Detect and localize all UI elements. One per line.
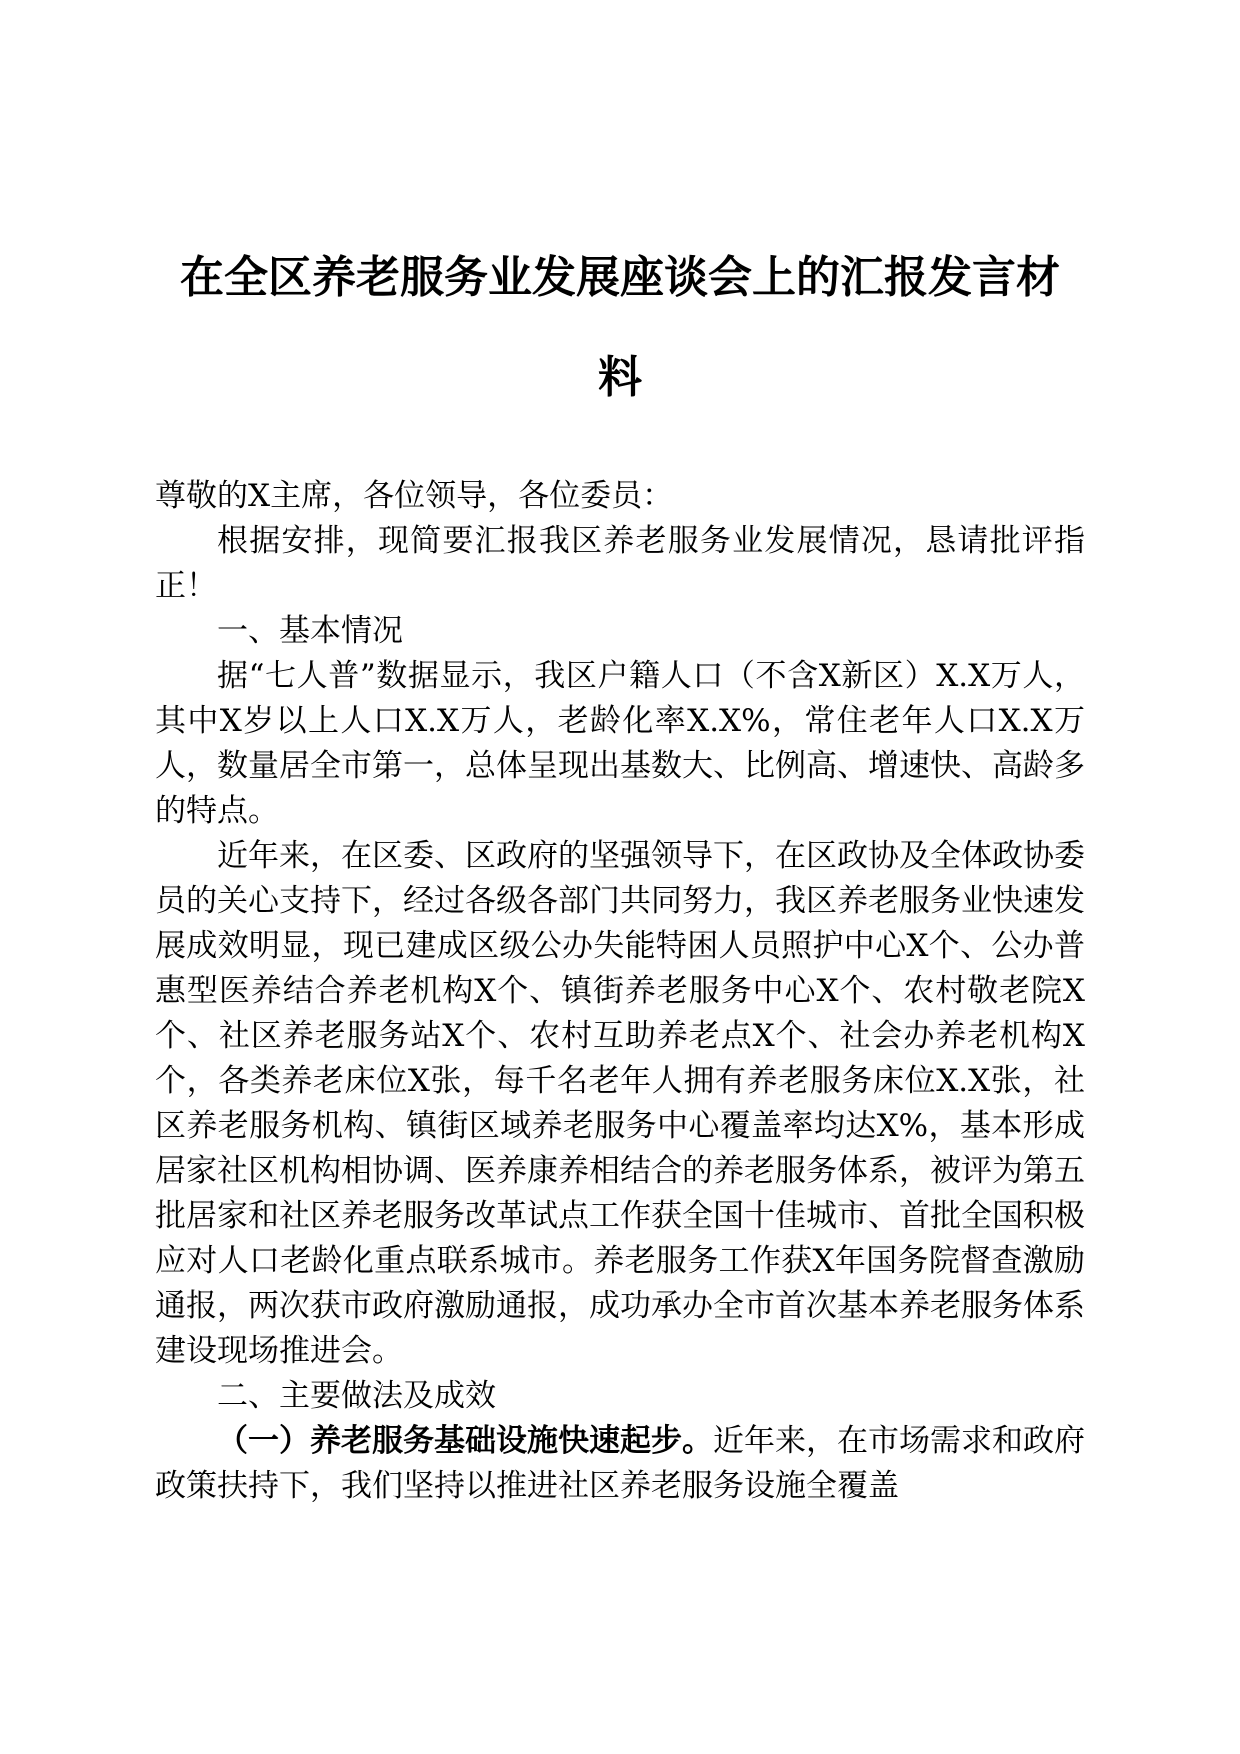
section-2-subsection-1: [155, 1419, 1085, 1509]
title-line-2: 料: [598, 352, 642, 403]
intro-paragraph: 根据安排，现简要汇报我区养老服务业发展情况，恳请批评指正！: [155, 523, 1085, 604]
subsection-1-lead: （一）养老服务基础设施快速起步。: [217, 1423, 713, 1459]
section-1-paragraph-2: 近年来，在区委、区政府的坚强领导下，在区政协及全体政协委员的关心支持下，经过各级各部门共同努力，我区养老服务业快速发展成效明显，现已建成区级公办失能特困人员照护中心X个、公办普惠型医养结合养老机构X个、镇街养老服务中心X个、农村敬老院X个、社区养老服务站X个、农村互助养老点X个、社会办养老机构X个，各类养老床位X张，每千名老年人拥有养老服务床位X.X张，社区养老服务机构、镇街区域养老服务中心覆盖率均达X%，基本形成居家社区机构相协调、医养康养相结合的养老服务体系，被评为第五批居家和社区养老服务改革试点工作获全国十佳城市、首批全国积极应对人口老龄化重点联系城市。养老服务工作获X年国务院督查激励通报，两次获市政府激励通报，成功承办全市首次基本养老服务体系建设现场推进会。: [155, 838, 1085, 1369]
section-2-heading: 二、主要做法及成效: [217, 1378, 496, 1414]
salutation: 尊敬的X主席，各位领导，各位委员：: [155, 478, 674, 514]
document-title: [150, 228, 1090, 428]
section-1-paragraph-1: 据“七人普”数据显示，我区户籍人口（不含X新区）X.X万人，其中X岁以上人口X.X万人，老龄化率X.X%，常住老年人口X.X万人，数量居全市第一，总体呈现出基数大、比例高、增速快、高龄多的特点。: [155, 658, 1085, 829]
section-1-heading: 一、基本情况: [217, 613, 403, 649]
subsection-1-text: 近年来，在市场需求和政府政策扶持下，我们坚持以推进社区养老服务设施全覆盖: [155, 1423, 1085, 1504]
document-body: [155, 474, 1085, 1509]
title-line-1: 在全区养老服务业发展座谈会上的汇报发言材: [180, 252, 1060, 303]
